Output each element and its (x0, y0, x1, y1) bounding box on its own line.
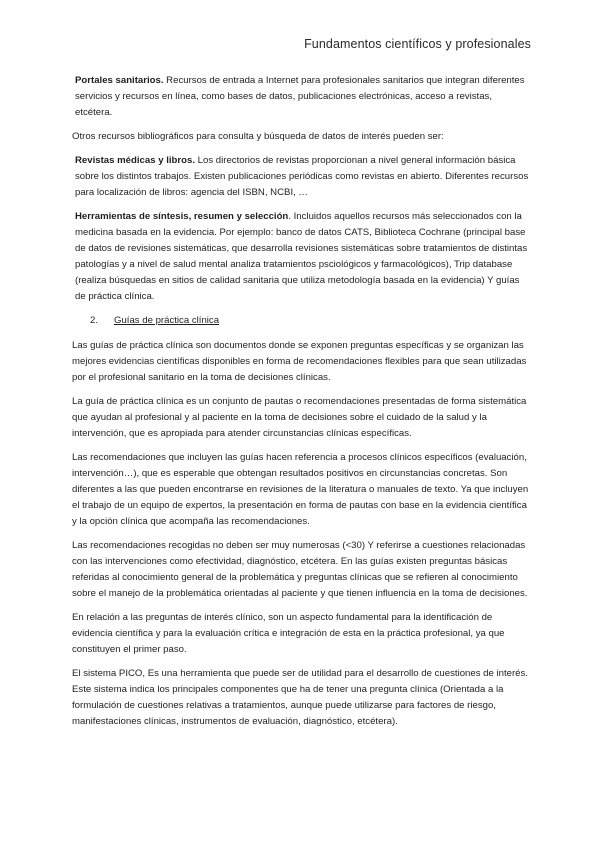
term-revistas: Revistas médicas y libros. (75, 155, 195, 166)
paragraph-revistas (75, 153, 530, 201)
term-portales: Portales sanitarios. (75, 75, 164, 86)
paragraph-4: Las recomendaciones recogidas no deben ser muy numerosas (<30) Y referirse a cuestiones relacionadas con las intervenciones como efectividad, diagnóstico, etcétera. En las guías existen preguntas básicas referidas al conocimiento general de la problemática y preguntas clínicas que se refieren al conocimiento sobre el manejo de la problemática orientadas al paciente y que tienen influencia en la toma de decisiones. (72, 540, 528, 599)
text-herramientas: . Incluidos aquellos recursos más seleccionados con la medicina basada en la evidencia. Por ejemplo: banco de datos CATS, Biblioteca Cochrane (principal base de datos de revisiones sistemáticas, que desarrolla revisiones sistemáticas sobre tratamientos de distintas patologías y a nivel de salud mental analiza tratamientos psciológicos y farmacológicos), Trip database (realiza búsquedas en sitios de calidad sanitaria que utiliza metodología basada en la evidencia) Y guías de práctica clínica. (75, 211, 528, 302)
paragraph-5: En relación a las preguntas de interés clínico, son un aspecto fundamental para la identificación de evidencia científica y para la evaluación crítica e integración de esta en la práctica profesional, ya que constituyen el primer paso. (72, 612, 505, 655)
paragraph-otros-recursos: Otros recursos bibliográficos para consulta y búsqueda de datos de interés pueden ser: (72, 131, 444, 142)
paragraph-1: Las guías de práctica clínica son documentos donde se exponen preguntas específicas y se organizan las mejores evidencias científicas disponibles en forma de recomendaciones flexibles para que sean utilizadas por el profesional sanitario en la toma de decisiones clínicas. (72, 340, 527, 383)
text-portales: Recursos de entrada a Internet para profesionales sanitarios que integran diferentes servicios y recursos en línea, como bases de datos, publicaciones electrónicas, acceso a revistas, etcétera. (75, 75, 525, 118)
section-title: Guías de práctica clínica (114, 315, 220, 326)
document-body (72, 73, 530, 738)
page-header-title: Fundamentos científicos y profesionales (304, 37, 531, 51)
paragraph-portales (75, 73, 530, 121)
section-heading (72, 313, 530, 329)
paragraph-2: La guía de práctica clínica es un conjunto de pautas o recomendaciones presentadas de forma sistemática que ayudan al profesional y al paciente en la toma de decisiones sobre el cuidado de la salud y la intervención, que es apropiada para atender circunstancias clínicas específicas. (72, 396, 527, 439)
text-revistas: Los directorios de revistas proporcionan a nivel general información básica sobre los distintos trabajos. Existen publicaciones periódicas como revistas en abierto. Diferentes recursos para localización de libros: agencia del ISBN, NCBI, … (75, 155, 529, 198)
paragraph-herramientas (75, 209, 530, 305)
section-number: 2. (90, 315, 99, 326)
term-herramientas: Herramientas de síntesis, resumen y selección (75, 211, 289, 222)
paragraph-3: Las recomendaciones que incluyen las guías hacen referencia a procesos clínicos específicos (evaluación, intervención…), que es esperable que obtengan resultados positivos en circunstancias concretas. Son diferentes a las que pueden encontrarse en revisiones de la literatura o manuales de texto. Ya que incluyen el trabajo de un equipo de expertos, la presentación en forma de pautas con base en la evidencia científica y la opción clínica que acompaña las recomendaciones. (72, 452, 529, 527)
paragraph-6: El sistema PICO, Es una herramienta que puede ser de utilidad para el desarrollo de cuestiones de interés. Este sistema indica los principales componentes que ha de tener una pregunta clínica (Orientada a la formulación de cuestiones relativas a tratamientos, aunque puede utilizarse para factores de riesgo, manifestaciones clínicas, instrumentos de evaluación, diagnóstico, etcétera). (72, 668, 528, 727)
